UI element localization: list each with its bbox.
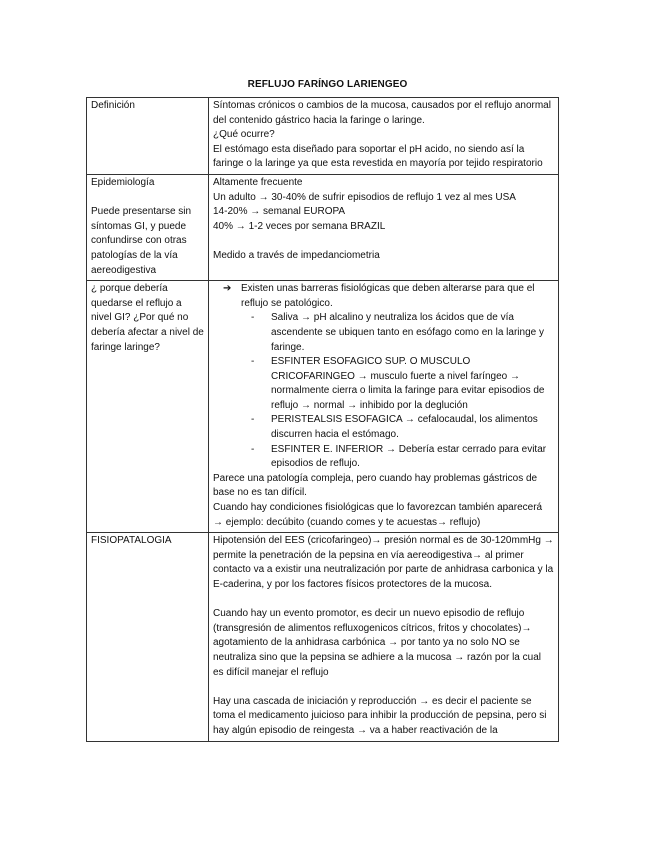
dash-list-item xyxy=(213,355,554,413)
content-table xyxy=(86,97,559,742)
table-row-fisiopatologia xyxy=(87,533,559,741)
row-content xyxy=(209,281,559,533)
dash-bullet-icon: - xyxy=(251,312,255,324)
table-row-definicion xyxy=(87,98,559,175)
epidemiologia-note: Puede presentarse sin síntomas GI, y puede confundirse con otras patologías de la vía aereodigestiva xyxy=(91,206,192,276)
fisiopatologia-paragraph: Hay una cascada de iniciación y reproducción → es decir el paciente se toma el medicamento juicioso para inhibir la producción de pepsina, pero si hay algún episodio de reingesta → va a haber reactivación de la xyxy=(213,695,547,736)
arrow-bullet-icon: ➔ xyxy=(223,283,232,295)
dash-item-text: PERISTEALSIS ESOFAGICA → cefalocaudal, los alimentos discurren hacia el estómago. xyxy=(271,414,538,441)
dash-bullet-icon: - xyxy=(251,443,255,455)
row-label xyxy=(87,533,209,741)
arrow-item-text: Existen unas barreras fisiológicas que deben alterarse para que el reflujo se patológico. xyxy=(241,283,535,309)
definicion-line: Síntomas crónicos o cambios de la mucosa, causados por el reflujo anormal del contenido gástrico hacia la faringe o laringe. xyxy=(213,100,551,126)
row-content xyxy=(209,98,559,175)
dash-item-text: ESFINTER E. INFERIOR → Debería estar cerrado para evitar episodios de reflujo. xyxy=(271,443,547,470)
row-content xyxy=(209,174,559,280)
dash-bullet-icon: - xyxy=(251,414,255,426)
row-label xyxy=(87,174,209,280)
epidemiologia-line: 14-20% → semanal EUROPA xyxy=(213,206,346,218)
row-label xyxy=(87,98,209,175)
dash-list-item xyxy=(213,443,554,472)
dash-list-item xyxy=(213,311,554,355)
arrow-list-item xyxy=(213,282,554,311)
fisiopatologia-label: FISIOPATALOGIA xyxy=(91,535,172,547)
porque-closing-line: Cuando hay condiciones fisiológicas que lo favorezcan también aparecerá → ejemplo: decúbito (cuando comes y te acuestas→ reflujo) xyxy=(213,502,543,528)
epidemiologia-line: Altamente frecuente xyxy=(213,176,303,188)
dash-bullet-icon: - xyxy=(251,356,255,368)
epidemiologia-label: Epidemiología xyxy=(91,176,155,188)
table-row-epidemiologia xyxy=(87,174,559,280)
dash-list-item xyxy=(213,413,554,442)
epidemiologia-line: Un adulto → 30-40% de sufrir episodios de reflujo 1 vez al mes USA xyxy=(213,191,516,203)
dash-item-text: Saliva → pH alcalino y neutraliza los ácidos que de vía ascendente se ubiquen tanto en esófago como en la laringe y faringe. xyxy=(271,312,544,353)
definicion-line: El estómago esta diseñado para soportar el pH acido, no siendo así la faringe o la laringe ya que esta revestida en mayoría por tejido respiratorio xyxy=(213,143,543,170)
definicion-label: Definición xyxy=(91,100,135,111)
fisiopatologia-paragraph: Cuando hay un evento promotor, es decir un nuevo episodio de reflujo (transgresión de alimentos refluxogenicos cítricos, fritos y chocolates)→ agotamiento de la anhidrasa carbónica → por tanto ya no solo NO se neutraliza sino que la pepsina se adhiere a la mucosa → razón por la cual es difícil manejar el reflujo xyxy=(213,608,541,678)
row-label xyxy=(87,281,209,533)
epidemiologia-line: Medido a través de impedanciometria xyxy=(213,249,380,261)
dash-item-text: ESFINTER ESOFAGICO SUP. O MUSCULO CRICOFARINGEO → musculo fuerte a nivel faríngeo → normalmente cierra o limita la faringe para evitar episodios de reflujo → normal → inhibido por la deglución xyxy=(271,356,545,411)
table-row-porque xyxy=(87,281,559,533)
definicion-question: ¿Qué ocurre? xyxy=(213,129,275,141)
porque-closing-line: Parece una patología compleja, pero cuando hay problemas gástricos de base no es tan difícil. xyxy=(213,472,538,499)
document-title: REFLUJO FARÍNGO LARIENGEO xyxy=(247,79,408,90)
row-content xyxy=(209,533,559,741)
epidemiologia-line: 40% → 1-2 veces por semana BRAZIL xyxy=(213,220,386,232)
fisiopatologia-paragraph: Hipotensión del EES (cricofaringeo)→ presión normal es de 30-120mmHg → permite la penetración de la pepsina en vía aereodigestiva→ al primer contacto va a existir una neutralización por parte de anhidrasa carbonica y la E-caderina, y por los factores físicos protectores de la mucosa. xyxy=(213,535,554,590)
porque-label: ¿ porque debería quedarse el reflujo a nivel GI? ¿Por qué no debería afectar a nivel de faringe laringe? xyxy=(91,283,204,353)
